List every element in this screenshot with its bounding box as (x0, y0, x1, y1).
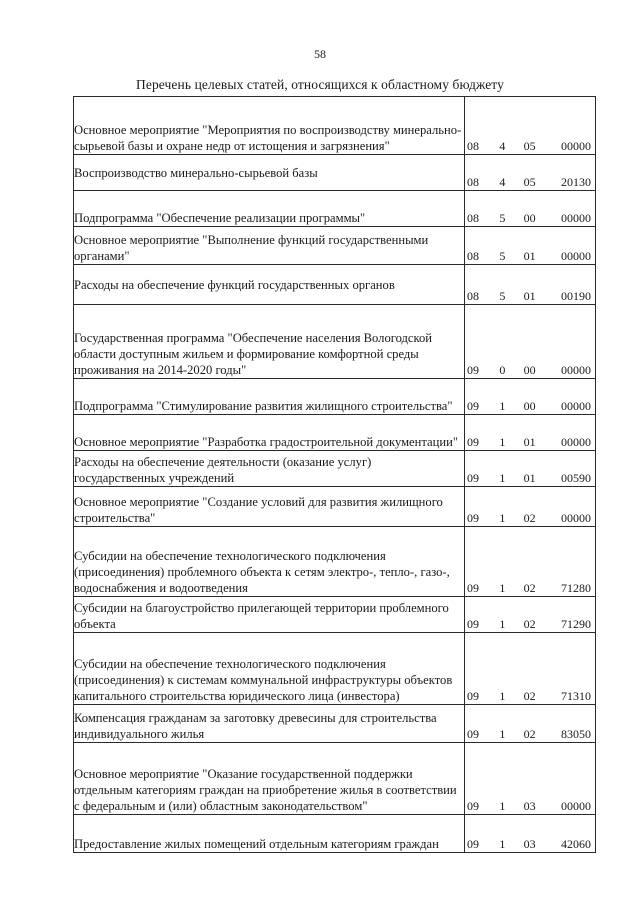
code-subprogram: 5 (499, 211, 506, 225)
code-subprogram: 5 (499, 289, 506, 303)
row-name-cell (74, 633, 465, 705)
code-direction: 20130 (560, 175, 591, 189)
row-code-cell (465, 705, 596, 743)
table-row (74, 815, 596, 853)
code-subprogram: 1 (499, 689, 506, 703)
code-subprogram: 0 (499, 363, 506, 377)
code-direction: 83050 (560, 727, 591, 741)
table-row (74, 191, 596, 227)
code-event: 00 (523, 211, 536, 225)
code-program: 09 (467, 435, 479, 449)
code-subprogram: 1 (499, 471, 506, 485)
row-name: Расходы на обеспечение функций государственных органов (74, 277, 395, 292)
row-name: Субсидии на обеспечение технологического подключения (присоединения) проблемного объекта к сетям электро-, тепло-, газо-, водоснабжения и водоотведения (74, 549, 450, 595)
code-subprogram: 5 (499, 249, 506, 263)
table-row (74, 415, 596, 451)
row-code-cell (465, 265, 596, 305)
table-row (74, 451, 596, 487)
code-event: 05 (523, 175, 536, 189)
table-row (74, 633, 596, 705)
row-code-cell (465, 155, 596, 191)
code-subprogram: 4 (499, 139, 506, 153)
table-row (74, 97, 596, 155)
code-direction: 71310 (560, 689, 591, 703)
row-code-cell (465, 97, 596, 155)
code-program: 09 (467, 471, 479, 485)
code-direction: 00000 (560, 435, 591, 449)
code-subprogram: 1 (499, 435, 506, 449)
code-program: 08 (467, 249, 479, 263)
row-name: Основное мероприятие "Разработка градостроительной документации" (74, 435, 458, 449)
row-code-cell (465, 527, 596, 597)
row-name-cell (74, 415, 465, 451)
code-direction: 00000 (560, 511, 591, 525)
row-name: Основное мероприятие "Создание условий для развития жилищного строительства" (74, 495, 443, 525)
table-row (74, 527, 596, 597)
code-program: 09 (467, 363, 479, 377)
row-name-cell (74, 155, 465, 191)
page-number: 58 (314, 47, 326, 61)
code-event: 02 (523, 511, 536, 525)
table-row (74, 305, 596, 379)
code-direction: 00000 (560, 799, 591, 813)
row-code-cell (465, 451, 596, 487)
row-name: Подпрограмма "Стимулирование развития жилищного строительства" (74, 399, 453, 413)
row-code-cell (465, 191, 596, 227)
row-name-cell (74, 487, 465, 527)
row-name: Расходы на обеспечение деятельности (оказание услуг) государственных учреждений (74, 455, 372, 485)
code-program: 08 (467, 175, 479, 189)
code-event: 05 (523, 139, 536, 153)
row-name-cell (74, 97, 465, 155)
code-program: 09 (467, 689, 479, 703)
code-program: 09 (467, 727, 479, 741)
code-event: 01 (523, 471, 536, 485)
code-event: 00 (523, 399, 536, 413)
code-program: 09 (467, 799, 479, 813)
code-program: 09 (467, 511, 479, 525)
row-name-cell (74, 597, 465, 633)
row-name-cell (74, 743, 465, 815)
table-row (74, 227, 596, 265)
table-row (74, 155, 596, 191)
code-direction: 71290 (560, 617, 591, 631)
code-program: 08 (467, 139, 479, 153)
code-program: 09 (467, 399, 479, 413)
table-row (74, 705, 596, 743)
row-code-cell (465, 415, 596, 451)
code-subprogram: 1 (499, 727, 506, 741)
row-code-cell (465, 815, 596, 853)
row-name-cell (74, 227, 465, 265)
row-code-cell (465, 379, 596, 415)
table-row (74, 597, 596, 633)
code-program: 09 (467, 837, 479, 851)
row-name: Субсидии на благоустройство прилегающей территории проблемного объекта (74, 601, 449, 631)
code-direction: 00000 (560, 211, 591, 225)
code-subprogram: 4 (499, 175, 506, 189)
row-name: Предоставление жилых помещений отдельным категориям граждан (74, 837, 439, 851)
code-program: 08 (467, 289, 479, 303)
table-row (74, 379, 596, 415)
table-row (74, 743, 596, 815)
code-event: 01 (523, 249, 536, 263)
code-direction: 00590 (560, 471, 591, 485)
code-event: 00 (523, 363, 536, 377)
code-direction: 00000 (560, 363, 591, 377)
code-direction: 00000 (560, 249, 591, 263)
table-row (74, 265, 596, 305)
row-name-cell (74, 305, 465, 379)
code-direction: 71280 (560, 581, 591, 595)
row-code-cell (465, 597, 596, 633)
code-direction: 00000 (560, 139, 591, 153)
target-articles-table (73, 96, 596, 853)
code-subprogram: 1 (499, 511, 506, 525)
code-subprogram: 1 (499, 617, 506, 631)
row-name-cell (74, 379, 465, 415)
row-code-cell (465, 743, 596, 815)
code-subprogram: 1 (499, 399, 506, 413)
row-name-cell (74, 191, 465, 227)
code-event: 02 (523, 689, 536, 703)
row-name-cell (74, 527, 465, 597)
code-direction: 00000 (560, 399, 591, 413)
row-code-cell (465, 305, 596, 379)
row-code-cell (465, 487, 596, 527)
code-direction: 00190 (560, 289, 591, 303)
code-program: 09 (467, 581, 479, 595)
code-subprogram: 1 (499, 581, 506, 595)
code-subprogram: 1 (499, 837, 506, 851)
document-title: Перечень целевых статей, относящихся к областному бюджету (136, 77, 504, 92)
row-name: Государственная программа "Обеспечение населения Вологодской области доступным жильем и формирование комфортной среды проживания на 2014-2020 годы" (74, 331, 433, 377)
code-event: 02 (523, 617, 536, 631)
row-code-cell (465, 227, 596, 265)
row-name: Основное мероприятие "Оказание государственной поддержки отдельным категориям граждан на приобретение жилья в соответствии с федеральным и (или) областным законодательством" (74, 767, 457, 813)
code-event: 01 (523, 289, 536, 303)
code-program: 08 (467, 211, 479, 225)
code-event: 03 (523, 837, 536, 851)
code-event: 02 (523, 727, 536, 741)
row-name-cell (74, 451, 465, 487)
code-direction: 42060 (560, 837, 591, 851)
row-name: Основное мероприятие "Выполнение функций государственными органами" (74, 233, 429, 263)
row-name-cell (74, 705, 465, 743)
row-name: Подпрограмма "Обеспечение реализации программы" (74, 211, 366, 225)
row-name: Субсидии на обеспечение технологического подключения (присоединения) к системам коммунальной инфраструктуры объектов капитального строительства юридического лица (инвестора) (74, 657, 453, 703)
code-program: 09 (467, 617, 479, 631)
row-name: Воспроизводство минерально-сырьевой базы (74, 165, 318, 180)
code-event: 02 (523, 581, 536, 595)
row-code-cell (465, 633, 596, 705)
row-name: Основное мероприятие "Мероприятия по воспроизводству минерально-сырьевой базы и охране недр от истощения и загрязнения" (74, 123, 462, 153)
table-row (74, 487, 596, 527)
code-event: 01 (523, 435, 536, 449)
row-name-cell (74, 815, 465, 853)
code-event: 03 (523, 799, 536, 813)
code-subprogram: 1 (499, 799, 506, 813)
row-name-cell (74, 265, 465, 305)
row-name: Компенсация гражданам за заготовку древесины для строительства индивидуального жилья (74, 711, 437, 741)
